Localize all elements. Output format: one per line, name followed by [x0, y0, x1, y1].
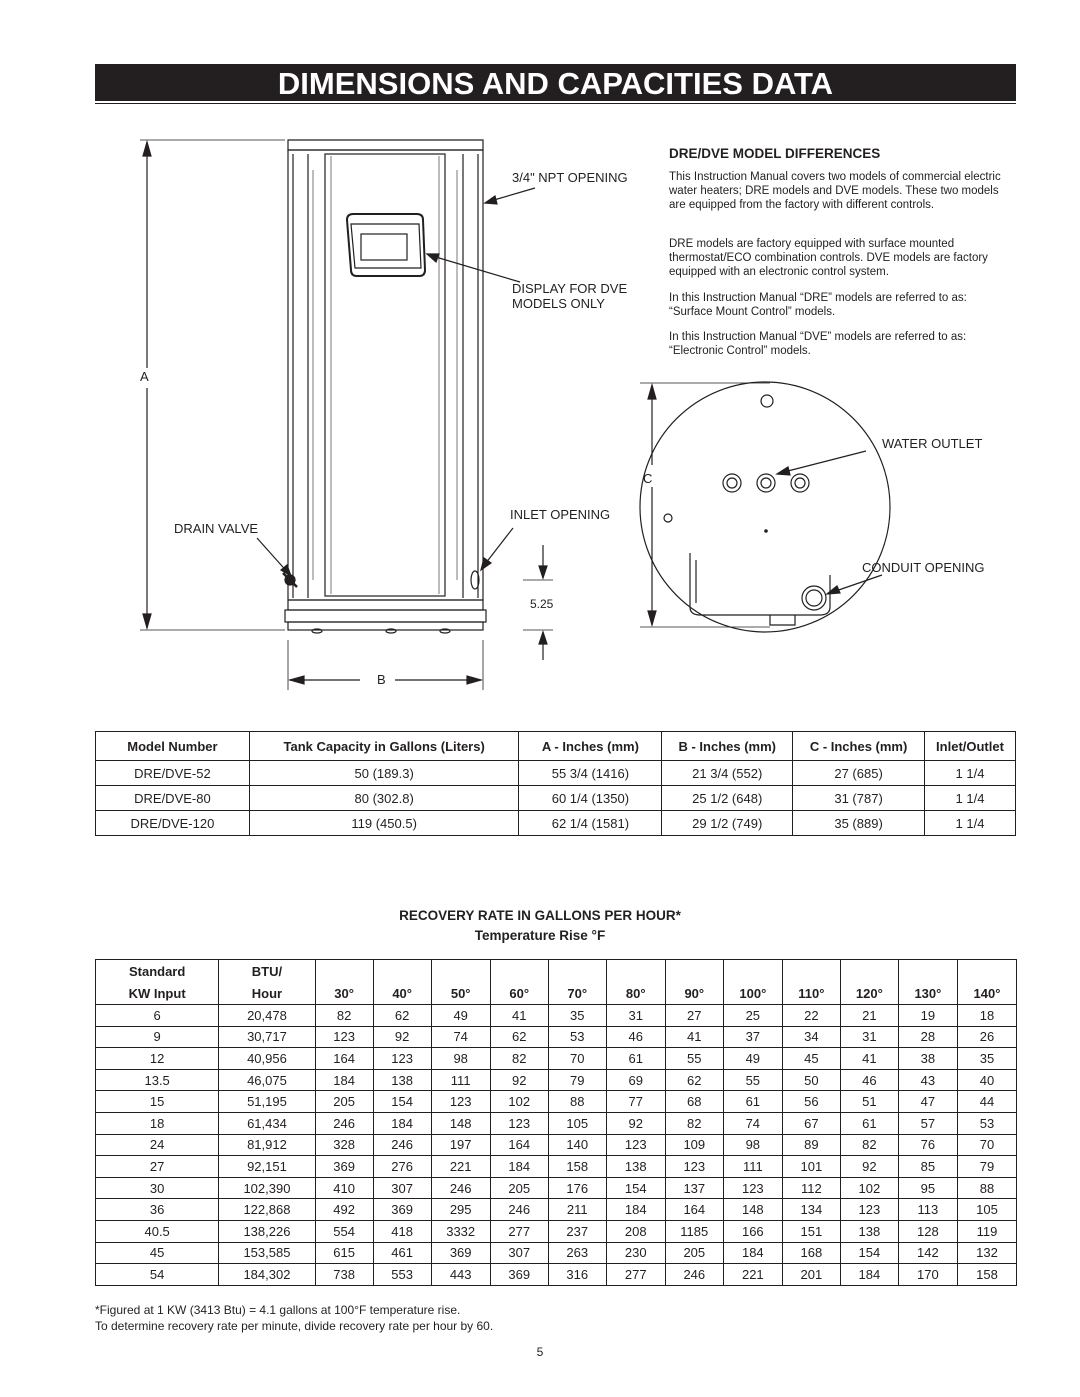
table-cell: 443 [431, 1264, 490, 1286]
table-cell: 246 [315, 1112, 373, 1134]
table-cell: 369 [490, 1264, 548, 1286]
column-header [490, 960, 548, 983]
table-cell: 20,478 [219, 1005, 315, 1027]
table-cell: 119 [957, 1220, 1016, 1242]
table-cell: 201 [782, 1264, 840, 1286]
table-cell: 184 [606, 1199, 665, 1221]
column-header [840, 960, 898, 983]
display-dve-label-line1: DISPLAY FOR DVE [512, 281, 628, 296]
table-cell: 184,302 [219, 1264, 315, 1286]
table-cell: 123 [373, 1048, 431, 1070]
table-cell: 40,956 [219, 1048, 315, 1070]
table-cell: 111 [431, 1069, 490, 1091]
column-header: Standard [96, 960, 219, 983]
table-cell: 615 [315, 1242, 373, 1264]
table-cell: 79 [957, 1156, 1016, 1178]
table-cell: 151 [782, 1220, 840, 1242]
table-cell: 61,434 [219, 1112, 315, 1134]
table-cell: 27 [96, 1156, 219, 1178]
table-row [96, 1091, 1017, 1113]
dimension-a-label: A [140, 369, 149, 384]
table-cell: 19 [898, 1005, 957, 1027]
table-cell: 1 1/4 [925, 786, 1016, 811]
table-cell: 111 [723, 1156, 782, 1178]
table-cell: 184 [373, 1112, 431, 1134]
table-cell: 47 [898, 1091, 957, 1113]
table-cell: 154 [373, 1091, 431, 1113]
table-cell: 123 [606, 1134, 665, 1156]
table-cell: 36 [96, 1199, 219, 1221]
table-cell: 128 [898, 1220, 957, 1242]
table-cell: 21 3/4 (552) [662, 761, 793, 786]
table-cell: 31 (787) [793, 786, 925, 811]
table-cell: 28 [898, 1026, 957, 1048]
table-cell: 30 [96, 1177, 219, 1199]
table-cell: 31 [606, 1005, 665, 1027]
table-cell: 92 [840, 1156, 898, 1178]
column-header [665, 960, 723, 983]
table-cell: 263 [548, 1242, 606, 1264]
table-cell: 95 [898, 1177, 957, 1199]
page-number: 5 [536, 1345, 544, 1359]
table-cell: 88 [957, 1177, 1016, 1199]
table-cell: 184 [315, 1069, 373, 1091]
table-cell: 92 [606, 1112, 665, 1134]
table-cell: 197 [431, 1134, 490, 1156]
table-cell: 27 (685) [793, 761, 925, 786]
table-cell: 105 [957, 1199, 1016, 1221]
table-cell: 51 [840, 1091, 898, 1113]
column-header [606, 960, 665, 983]
table-cell: 246 [665, 1264, 723, 1286]
heater-front-view-drawing [95, 110, 655, 710]
table-cell: 12 [96, 1048, 219, 1070]
table-cell: 25 1/2 (648) [662, 786, 793, 811]
page-title: DIMENSIONS AND CAPACITIES DATA [277, 66, 834, 101]
table-cell: 1185 [665, 1220, 723, 1242]
table-cell: 148 [431, 1112, 490, 1134]
table-cell: 369 [315, 1156, 373, 1178]
table-cell: 113 [898, 1199, 957, 1221]
table-cell: 89 [782, 1134, 840, 1156]
table-cell: 13.5 [96, 1069, 219, 1091]
table-cell: 43 [898, 1069, 957, 1091]
table-cell: 53 [548, 1026, 606, 1048]
differences-paragraph: In this Instruction Manual “DVE” models are referred to as: “Electronic Control” models. [669, 331, 967, 357]
table-cell: 55 3/4 (1416) [519, 761, 662, 786]
table-cell: 211 [548, 1199, 606, 1221]
table-cell: DRE/DVE-120 [96, 811, 250, 836]
dimension-c-label: C [643, 471, 653, 486]
table-cell: 44 [957, 1091, 1016, 1113]
table-cell: 35 (889) [793, 811, 925, 836]
table-cell: 30,717 [219, 1026, 315, 1048]
table-row [96, 1005, 1017, 1027]
table-row [96, 1220, 1017, 1242]
recovery-rate-table [95, 959, 1017, 1286]
table-row [96, 1112, 1017, 1134]
table-cell: 18 [957, 1005, 1016, 1027]
column-header [315, 960, 373, 983]
table-cell: 205 [665, 1242, 723, 1264]
table-cell: 164 [665, 1199, 723, 1221]
table-cell: 738 [315, 1264, 373, 1286]
title-underline [95, 101, 1016, 103]
table-cell: 184 [723, 1242, 782, 1264]
display-dve-label-line2: MODELS ONLY [512, 296, 605, 311]
table-cell: 158 [957, 1264, 1016, 1286]
table-row [96, 1264, 1017, 1286]
table-row [96, 1026, 1017, 1048]
table-cell: 37 [723, 1026, 782, 1048]
table-cell: 123 [665, 1156, 723, 1178]
table-cell: 98 [723, 1134, 782, 1156]
table-cell: 41 [665, 1026, 723, 1048]
table-cell: 9 [96, 1026, 219, 1048]
table-cell: 230 [606, 1242, 665, 1264]
column-header: Inlet/Outlet [925, 732, 1016, 761]
table-row [96, 1134, 1017, 1156]
table-cell: 56 [782, 1091, 840, 1113]
table-cell: 51,195 [219, 1091, 315, 1113]
table-cell: 295 [431, 1199, 490, 1221]
table-cell: 164 [490, 1134, 548, 1156]
table-cell: DRE/DVE-52 [96, 761, 250, 786]
table-cell: 123 [723, 1177, 782, 1199]
table-cell: 40.5 [96, 1220, 219, 1242]
table-row [96, 786, 1016, 811]
table-cell: 82 [315, 1005, 373, 1027]
water-outlet-label: WATER OUTLET [882, 436, 983, 451]
table-cell: 40 [957, 1069, 1016, 1091]
conduit-opening-label: CONDUIT OPENING [862, 560, 985, 575]
table-cell: 138 [606, 1156, 665, 1178]
table-cell: 24 [96, 1134, 219, 1156]
table-cell: 102,390 [219, 1177, 315, 1199]
table-header-row [96, 960, 1017, 983]
table-cell: 140 [548, 1134, 606, 1156]
table-cell: 492 [315, 1199, 373, 1221]
table-cell: 31 [840, 1026, 898, 1048]
table-cell: 21 [840, 1005, 898, 1027]
table-row [96, 1156, 1017, 1178]
table-cell: 6 [96, 1005, 219, 1027]
table-cell: 102 [840, 1177, 898, 1199]
table-cell: 76 [898, 1134, 957, 1156]
table-cell: 138,226 [219, 1220, 315, 1242]
heater-top-view-drawing [620, 375, 1040, 675]
table-cell: 61 [606, 1048, 665, 1070]
table-cell: 22 [782, 1005, 840, 1027]
table-cell: 74 [723, 1112, 782, 1134]
table-cell: 55 [665, 1048, 723, 1070]
column-header: Tank Capacity in Gallons (Liters) [249, 732, 519, 761]
model-differences-title: DRE/DVE MODEL DIFFERENCES [669, 146, 881, 161]
table-cell: 62 [665, 1069, 723, 1091]
table-cell: 119 (450.5) [249, 811, 519, 836]
table-cell: 41 [490, 1005, 548, 1027]
drain-valve-label: DRAIN VALVE [174, 521, 259, 536]
column-header: 60° [490, 982, 548, 1005]
table-cell: 92,151 [219, 1156, 315, 1178]
table-cell: 205 [490, 1177, 548, 1199]
table-row [96, 1177, 1017, 1199]
column-header [548, 960, 606, 983]
table-cell: 142 [898, 1242, 957, 1264]
table-row [96, 1069, 1017, 1091]
column-header: Hour [219, 982, 315, 1005]
table-cell: 246 [431, 1177, 490, 1199]
table-cell: 67 [782, 1112, 840, 1134]
table-cell: 85 [898, 1156, 957, 1178]
column-header: C - Inches (mm) [793, 732, 925, 761]
table-cell: 18 [96, 1112, 219, 1134]
column-header [431, 960, 490, 983]
column-header [898, 960, 957, 983]
column-header: 80° [606, 982, 665, 1005]
table-cell: 15 [96, 1091, 219, 1113]
table-cell: 49 [723, 1048, 782, 1070]
column-header: 90° [665, 982, 723, 1005]
column-header: 70° [548, 982, 606, 1005]
table-cell: 1 1/4 [925, 811, 1016, 836]
table-cell: 53 [957, 1112, 1016, 1134]
table-cell: 50 [782, 1069, 840, 1091]
table-cell: 81,912 [219, 1134, 315, 1156]
table-cell: 237 [548, 1220, 606, 1242]
column-header [782, 960, 840, 983]
inlet-height-label: 5.25 [530, 597, 554, 611]
table-cell: 92 [373, 1026, 431, 1048]
temperature-rise-subtitle: Temperature Rise °F [474, 928, 606, 943]
page-title-banner [95, 64, 1016, 104]
column-header: 40° [373, 982, 431, 1005]
table-cell: 164 [315, 1048, 373, 1070]
column-header: 30° [315, 982, 373, 1005]
table-cell: 153,585 [219, 1242, 315, 1264]
table-cell: 184 [840, 1264, 898, 1286]
table-cell: 27 [665, 1005, 723, 1027]
table-cell: 80 (302.8) [249, 786, 519, 811]
column-header [723, 960, 782, 983]
table-cell: 148 [723, 1199, 782, 1221]
table-cell: 38 [898, 1048, 957, 1070]
column-header [373, 960, 431, 983]
dimension-b-label: B [377, 672, 386, 687]
table-cell: 102 [490, 1091, 548, 1113]
table-cell: 62 1/4 (1581) [519, 811, 662, 836]
table-cell: 50 (189.3) [249, 761, 519, 786]
table-cell: 154 [840, 1242, 898, 1264]
column-header: KW Input [96, 982, 219, 1005]
table-cell: 35 [957, 1048, 1016, 1070]
table-cell: 57 [898, 1112, 957, 1134]
table-cell: 1 1/4 [925, 761, 1016, 786]
column-header: 130° [898, 982, 957, 1005]
table-cell: 307 [490, 1242, 548, 1264]
table-cell: 29 1/2 (749) [662, 811, 793, 836]
table-row [96, 811, 1016, 836]
differences-paragraph: This Instruction Manual covers two models of commercial electric water heaters; DRE models and DVE models. These two models are equipped from the factory with different controls. [669, 171, 1001, 211]
column-header: 110° [782, 982, 840, 1005]
table-header-row [96, 732, 1016, 761]
column-header: BTU/ [219, 960, 315, 983]
table-cell: 132 [957, 1242, 1016, 1264]
column-header: A - Inches (mm) [519, 732, 662, 761]
npt-opening-label: 3/4" NPT OPENING [512, 170, 628, 185]
table-cell: 418 [373, 1220, 431, 1242]
table-cell: 158 [548, 1156, 606, 1178]
differences-paragraph: DRE models are factory equipped with surface mounted thermostat/ECO combination controls. DVE models are factory equipped with an electronic control system. [669, 238, 988, 278]
table-cell: 123 [431, 1091, 490, 1113]
table-cell: 68 [665, 1091, 723, 1113]
table-cell: 54 [96, 1264, 219, 1286]
table-cell: 112 [782, 1177, 840, 1199]
table-cell: 554 [315, 1220, 373, 1242]
table-cell: 123 [840, 1199, 898, 1221]
table-cell: 137 [665, 1177, 723, 1199]
column-header: B - Inches (mm) [662, 732, 793, 761]
table-cell: 316 [548, 1264, 606, 1286]
table-cell: 49 [431, 1005, 490, 1027]
table-cell: 25 [723, 1005, 782, 1027]
table-cell: 74 [431, 1026, 490, 1048]
table-cell: 221 [431, 1156, 490, 1178]
table-cell: 70 [957, 1134, 1016, 1156]
table-cell: 82 [840, 1134, 898, 1156]
table-cell: 208 [606, 1220, 665, 1242]
table-cell: 41 [840, 1048, 898, 1070]
table-cell: 61 [723, 1091, 782, 1113]
table-cell: 410 [315, 1177, 373, 1199]
table-cell: 205 [315, 1091, 373, 1113]
table-cell: 166 [723, 1220, 782, 1242]
table-cell: 46 [840, 1069, 898, 1091]
table-cell: 246 [373, 1134, 431, 1156]
column-header: 120° [840, 982, 898, 1005]
table-cell: 62 [373, 1005, 431, 1027]
table-row [96, 761, 1016, 786]
table-cell: 307 [373, 1177, 431, 1199]
table-cell: DRE/DVE-80 [96, 786, 250, 811]
table-cell: 123 [315, 1026, 373, 1048]
column-header [957, 960, 1016, 983]
table-cell: 176 [548, 1177, 606, 1199]
table-cell: 82 [490, 1048, 548, 1070]
table-cell: 277 [606, 1264, 665, 1286]
column-header: 50° [431, 982, 490, 1005]
table-cell: 82 [665, 1112, 723, 1134]
table-cell: 246 [490, 1199, 548, 1221]
table-cell: 92 [490, 1069, 548, 1091]
table-cell: 61 [840, 1112, 898, 1134]
table-cell: 328 [315, 1134, 373, 1156]
table-cell: 138 [373, 1069, 431, 1091]
inlet-opening-label: INLET OPENING [510, 507, 611, 522]
table-cell: 26 [957, 1026, 1016, 1048]
table-row [96, 1242, 1017, 1264]
table-cell: 369 [373, 1199, 431, 1221]
table-cell: 70 [548, 1048, 606, 1070]
table-cell: 138 [840, 1220, 898, 1242]
table-cell: 109 [665, 1134, 723, 1156]
column-header: 140° [957, 982, 1016, 1005]
table-cell: 277 [490, 1220, 548, 1242]
footnote: To determine recovery rate per minute, divide recovery rate per hour by 60. [95, 1319, 494, 1333]
table-row [96, 1199, 1017, 1221]
table-cell: 88 [548, 1091, 606, 1113]
table-cell: 35 [548, 1005, 606, 1027]
table-cell: 46 [606, 1026, 665, 1048]
table-cell: 122,868 [219, 1199, 315, 1221]
table-cell: 45 [96, 1242, 219, 1264]
table-row [96, 1048, 1017, 1070]
table-cell: 45 [782, 1048, 840, 1070]
table-cell: 168 [782, 1242, 840, 1264]
table-cell: 553 [373, 1264, 431, 1286]
table-cell: 221 [723, 1264, 782, 1286]
table-cell: 77 [606, 1091, 665, 1113]
table-cell: 98 [431, 1048, 490, 1070]
table-cell: 369 [431, 1242, 490, 1264]
table-cell: 55 [723, 1069, 782, 1091]
column-header: Model Number [96, 732, 250, 761]
table-cell: 105 [548, 1112, 606, 1134]
table-cell: 79 [548, 1069, 606, 1091]
table-cell: 34 [782, 1026, 840, 1048]
table-cell: 62 [490, 1026, 548, 1048]
table-cell: 101 [782, 1156, 840, 1178]
table-cell: 276 [373, 1156, 431, 1178]
table-cell: 134 [782, 1199, 840, 1221]
table-cell: 154 [606, 1177, 665, 1199]
recovery-rate-title: RECOVERY RATE IN GALLONS PER HOUR* [399, 908, 681, 923]
table-header-row [96, 982, 1017, 1005]
table-cell: 3332 [431, 1220, 490, 1242]
table-cell: 184 [490, 1156, 548, 1178]
table-cell: 170 [898, 1264, 957, 1286]
table-cell: 123 [490, 1112, 548, 1134]
column-header: 100° [723, 982, 782, 1005]
footnote: *Figured at 1 KW (3413 Btu) = 4.1 gallons at 100°F temperature rise. [95, 1303, 461, 1317]
table-cell: 46,075 [219, 1069, 315, 1091]
table-cell: 461 [373, 1242, 431, 1264]
dimensions-table [95, 731, 1016, 836]
table-cell: 69 [606, 1069, 665, 1091]
differences-paragraph: In this Instruction Manual “DRE” models are referred to as: “Surface Mount Control” models. [669, 292, 967, 318]
table-cell: 60 1/4 (1350) [519, 786, 662, 811]
